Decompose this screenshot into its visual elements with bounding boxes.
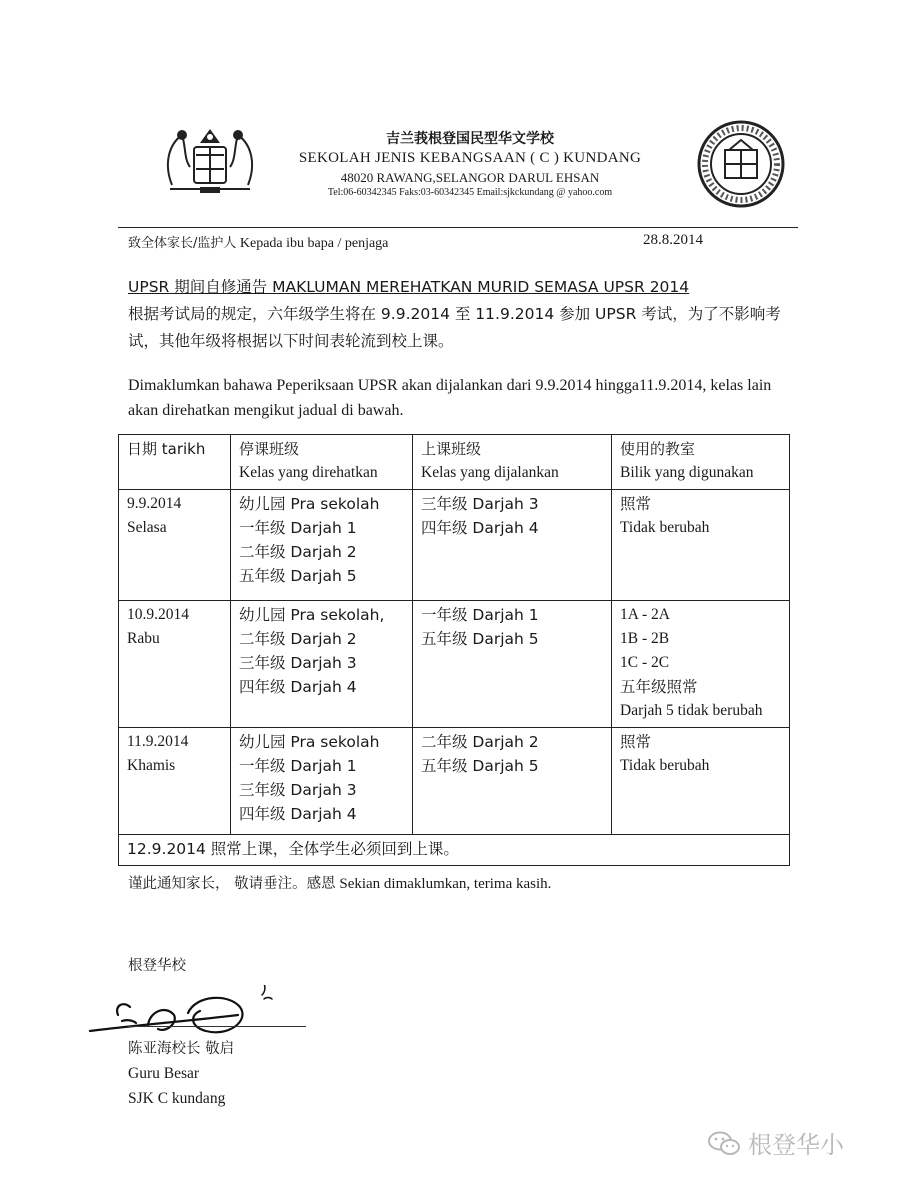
notice-subject: UPSR 期间自修通告 MAKLUMAN MEREHATKAN MURID SEMASA UPSR 2014 — [128, 278, 690, 296]
letter-date: 28.8.2014 — [643, 232, 703, 248]
table-footer-note: 12.9.2014 照常上课，全体学生必须回到上课。 — [119, 835, 790, 866]
paragraph-chinese: 根据考试局的规定，六年级学生将在 9.9.2014 至 11.9.2014 参加 UPSR 考试，为了不影响考试，其他年级将根据以下时间表轮流到校上课。 — [128, 305, 781, 350]
closing-ms: Sekian dimaklumkan, terima kasih. — [339, 876, 552, 892]
closing-cn: 谨此通知家长， 敬请垂注。感恩 — [128, 876, 336, 892]
header-rested: 停课班级 Kelas yang direhatkan — [231, 435, 413, 490]
header-active: 上课班级 Kelas yang dijalankan — [413, 435, 612, 490]
school-contact: Tel:06-60342345 Faks:03-60342345 Email:sjkckundang @ yahoo.com — [327, 187, 613, 198]
paragraph-malay: Dimaklumkan bahawa Peperiksaan UPSR akan dijalankan dari 9.9.2014 hingga11.9.2014, kelas lain akan direhatkan mengikut jadual di bawah. — [128, 377, 772, 419]
table-row — [119, 490, 790, 601]
schedule-table — [118, 434, 790, 866]
signoff-title: Guru Besar — [128, 1065, 200, 1082]
recipient-line — [128, 232, 388, 252]
table-header-row — [119, 435, 790, 490]
row-rooms: 1A - 2A 1B - 2B 1C - 2C 五年级照常 Darjah 5 tidak berubah — [612, 601, 790, 728]
wechat-icon — [706, 1130, 742, 1158]
table-row — [119, 601, 790, 728]
school-name-malay: SEKOLAH JENIS KEBANGSAAN ( C ) KUNDANG — [298, 150, 642, 166]
recipient-ms: Kepada ibu bapa / penjaga — [239, 236, 389, 251]
row-rested: 幼儿园 Pra sekolah, 二年级 Darjah 2 三年级 Darjah 3 四年级 Darjah 4 — [231, 601, 413, 728]
row-rooms: 照常 Tidak berubah — [612, 490, 790, 601]
row-date: 11.9.2014 Khamis — [119, 728, 231, 835]
table-footer-row — [119, 835, 790, 866]
row-rested: 幼儿园 Pra sekolah 一年级 Darjah 1 三年级 Darjah 3 四年级 Darjah 4 — [231, 728, 413, 835]
row-rested: 幼儿园 Pra sekolah 一年级 Darjah 1 二年级 Darjah 2 五年级 Darjah 5 — [231, 490, 413, 601]
signoff-school-ms: SJK C kundang — [128, 1090, 226, 1107]
header-date: 日期 tarikh — [119, 435, 231, 490]
recipient-cn: 致全体家长/监护人 — [128, 236, 237, 251]
row-active: 三年级 Darjah 3 四年级 Darjah 4 — [413, 490, 612, 601]
header-rooms: 使用的教室 Bilik yang digunakan — [612, 435, 790, 490]
row-date: 10.9.2014 Rabu — [119, 601, 231, 728]
signature-line — [128, 1026, 306, 1027]
school-name-chinese: 吉兰莪根登国民型华文学校 — [386, 131, 554, 147]
row-date: 9.9.2014 Selasa — [119, 490, 231, 601]
watermark-text: 根登华小 — [748, 1131, 844, 1159]
signoff-name: 陈亚海校长 敬启 — [128, 1041, 235, 1057]
state-crest-icon — [160, 125, 260, 197]
row-rooms: 照常 Tidak berubah — [612, 728, 790, 835]
letterhead-divider — [118, 227, 798, 228]
school-address: 48020 RAWANG,SELANGOR DARUL EHSAN — [340, 170, 600, 185]
row-active: 一年级 Darjah 1 五年级 Darjah 5 — [413, 601, 612, 728]
signoff-school-cn: 根登华校 — [128, 958, 186, 974]
closing-line — [128, 872, 551, 893]
table-row — [119, 728, 790, 835]
row-active: 二年级 Darjah 2 五年级 Darjah 5 — [413, 728, 612, 835]
school-seal-icon — [697, 120, 785, 208]
